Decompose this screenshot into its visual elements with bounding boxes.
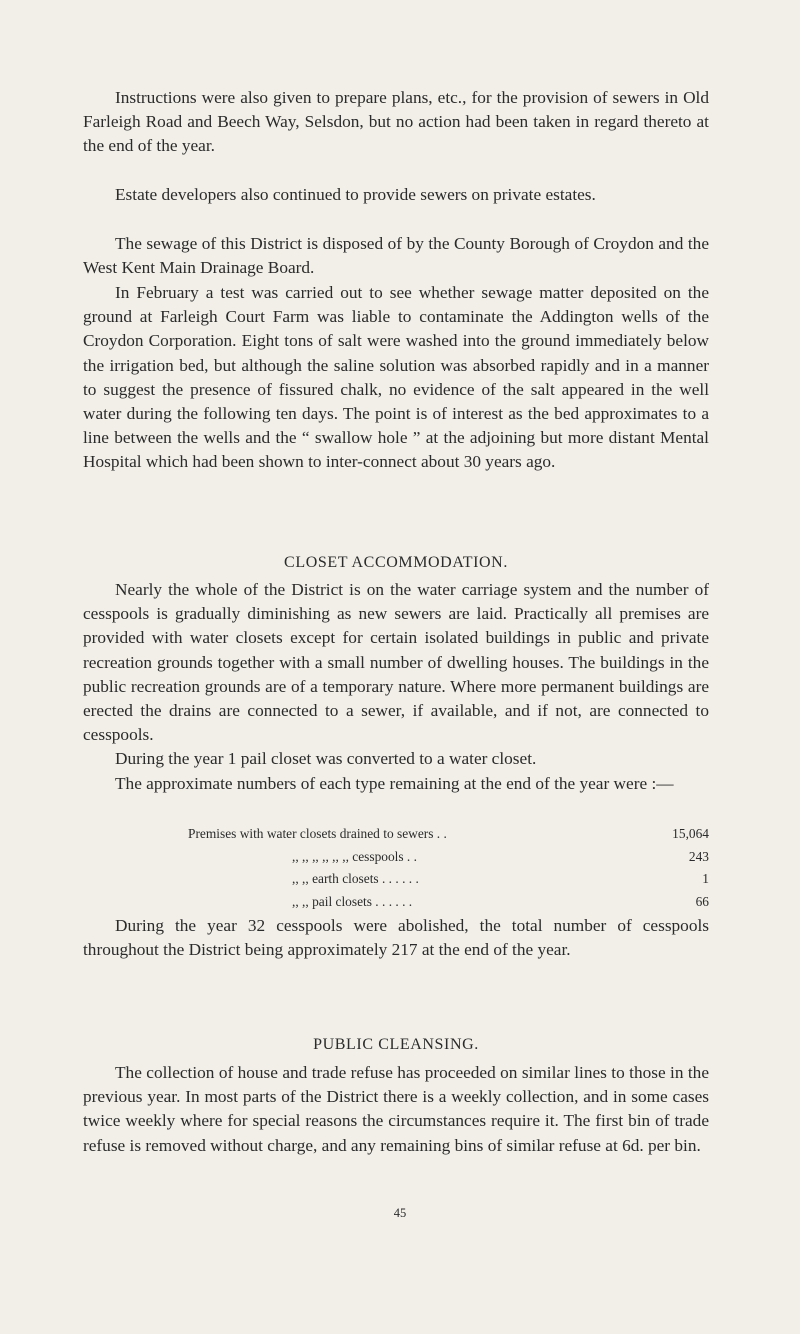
table-row	[83, 891, 709, 914]
table-label: Premises with water closets drained to sewers . .	[188, 826, 447, 841]
paragraph: Estate developers also continued to provide sewers on private estates.	[115, 185, 596, 204]
public-cleansing-heading-wrap	[83, 1036, 709, 1054]
table-value: 66	[695, 893, 709, 909]
paragraph-approximate-numbers	[83, 772, 709, 796]
paragraph: Nearly the whole of the District is on the water carriage system and the number of cesspools is gradually diminishing as new sewers are laid. Practically all premises are provided with water closets except for certain isolated buildings in public and private recreation grounds together with a small number of dwelling houses. The buildings in the public recreation grounds are of a temporary nature. Where more permanent buildings are erected the drains are connected to a sewer, if available, and if not, are connected to cesspools.	[83, 580, 709, 745]
paragraph-estate-developers	[83, 183, 709, 207]
section-heading: CLOSET ACCOMMODATION.	[284, 554, 508, 571]
table-label: ,, ,, ,, ,, ,, ,, cesspools . .	[292, 848, 417, 864]
table-row	[83, 868, 709, 891]
section-heading: PUBLIC CLEANSING.	[313, 1036, 479, 1053]
table-label: ,, ,, pail closets . . . . . .	[292, 893, 413, 909]
table-row	[83, 846, 709, 869]
table-label: ,, ,, earth closets . . . . . .	[292, 871, 419, 886]
table-row	[83, 823, 709, 846]
paragraph-sewer-plans	[83, 86, 709, 159]
page-number: 45	[393, 1206, 407, 1220]
paragraph: The sewage of this District is disposed of by the County Borough of Croydon and the West Kent Main Drainage Board.	[83, 234, 709, 278]
paragraph-pail-converted	[83, 747, 709, 771]
paragraph-sewage-disposal	[83, 232, 709, 280]
table-value: 1	[702, 871, 709, 886]
paragraph: Instructions were also given to prepare plans, etc., for the provision of sewers in Old Farleigh Road and Beech Way, Selsdon, but no action had been taken in regard thereto at the end of the year.	[83, 88, 709, 156]
paragraph: The collection of house and trade refuse has proceeded on similar lines to those in the previous year. In most parts of the District there is a weekly collection, and in some cases twice weekly where for special reasons the circumstances require it. The first bin of trade refuse is removed without charge, and any remaining bins of similar refuse at 6d. per bin.	[83, 1063, 709, 1155]
paragraph: During the year 1 pail closet was converted to a water closet.	[115, 749, 537, 768]
table-value: 15,064	[672, 826, 709, 841]
paragraph-refuse-collection	[83, 1061, 709, 1158]
paragraph-cesspools-abolished	[83, 914, 709, 962]
closet-accommodation-heading-wrap	[83, 554, 709, 572]
paragraph-salt-test	[83, 281, 709, 475]
table-value: 243	[688, 848, 709, 864]
paragraph-water-carriage	[83, 578, 709, 747]
paragraph: The approximate numbers of each type remaining at the end of the year were :—	[115, 774, 674, 793]
paragraph: In February a test was carried out to see whether sewage matter deposited on the ground at Farleigh Court Farm was liable to contaminate the Addington wells of the Croydon Corporation. Eight tons of salt were washed into the ground immediately below the irrigation bed, but although the saline solution was absorbed rapidly and in a manner to suggest the presence of fissured chalk, no evidence of the salt appeared in the well water during the following ten days. The point is of interest as the bed approximates to a line between the wells and the “ swallow hole ” at the adjoining but more distant Mental Hospital which had been shown to inter-connect about 30 years ago.	[83, 283, 709, 472]
paragraph: During the year 32 cesspools were abolished, the total number of cesspools throughout the District being approximately 217 at the end of the year.	[83, 916, 709, 960]
closet-table	[83, 823, 709, 913]
